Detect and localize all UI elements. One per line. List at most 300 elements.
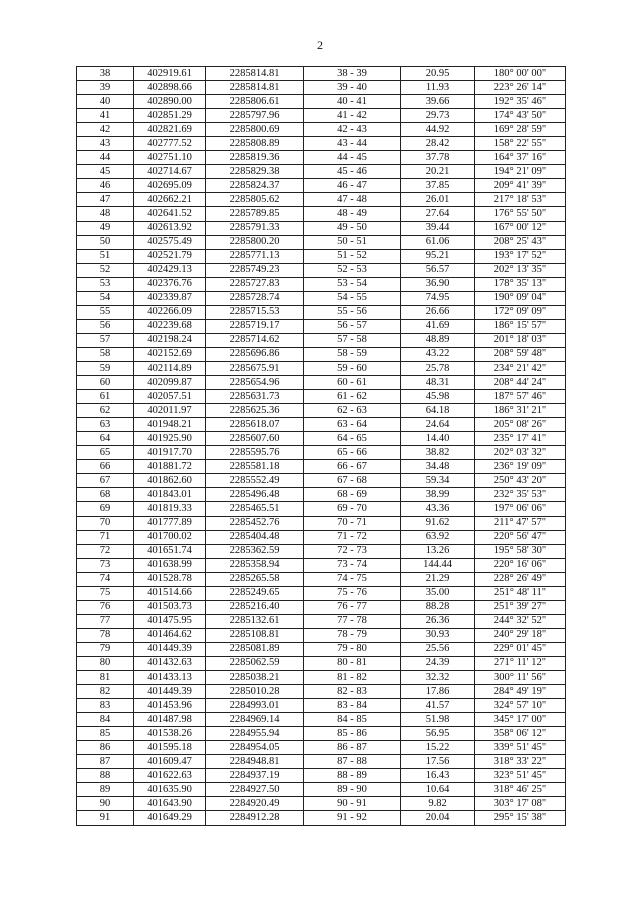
table-row [77,404,566,418]
segment-cell: 68 - 69 [304,488,401,502]
bearing-cell: 223° 26' 14" [475,81,566,95]
y-coordinate-cell: 2285581.18 [206,460,304,474]
y-coordinate-cell: 2284955.94 [206,727,304,741]
table-row [77,418,566,432]
bearing-cell: 186° 15' 57" [475,319,566,333]
bearing-cell: 271° 11' 12" [475,656,566,670]
point-number-cell: 62 [77,404,134,418]
y-coordinate-cell: 2284993.01 [206,699,304,713]
bearing-cell: 232° 35' 53" [475,488,566,502]
table-row [77,165,566,179]
point-number-cell: 63 [77,418,134,432]
table-row [77,347,566,361]
segment-cell: 69 - 70 [304,502,401,516]
x-coordinate-cell: 402821.69 [134,123,206,137]
x-coordinate-cell: 401487.98 [134,713,206,727]
y-coordinate-cell: 2285038.21 [206,671,304,685]
table-row [77,586,566,600]
table-row [77,558,566,572]
x-coordinate-cell: 401449.39 [134,642,206,656]
point-number-cell: 72 [77,544,134,558]
table-row [77,376,566,390]
bearing-cell: 176° 55' 50" [475,207,566,221]
table-row [77,671,566,685]
segment-cell: 87 - 88 [304,755,401,769]
y-coordinate-cell: 2284937.19 [206,769,304,783]
point-number-cell: 87 [77,755,134,769]
x-coordinate-cell: 402099.87 [134,376,206,390]
x-coordinate-cell: 402777.52 [134,137,206,151]
segment-cell: 76 - 77 [304,600,401,614]
segment-cell: 88 - 89 [304,769,401,783]
table-row [77,600,566,614]
y-coordinate-cell: 2285800.20 [206,235,304,249]
bearing-cell: 228° 26' 49" [475,572,566,586]
table-row [77,544,566,558]
point-number-cell: 84 [77,713,134,727]
x-coordinate-cell: 402641.52 [134,207,206,221]
bearing-cell: 202° 13' 35" [475,263,566,277]
distance-cell: 28.42 [401,137,475,151]
bearing-cell: 318° 33' 22" [475,755,566,769]
y-coordinate-cell: 2285675.91 [206,361,304,375]
distance-cell: 59.34 [401,474,475,488]
y-coordinate-cell: 2285496.48 [206,488,304,502]
bearing-cell: 324° 57' 10" [475,699,566,713]
distance-cell: 37.78 [401,151,475,165]
distance-cell: 74.95 [401,291,475,305]
point-number-cell: 44 [77,151,134,165]
table-row [77,656,566,670]
point-number-cell: 55 [77,305,134,319]
distance-cell: 38.82 [401,446,475,460]
x-coordinate-cell: 401595.18 [134,741,206,755]
bearing-cell: 339° 51' 45" [475,741,566,755]
table-row [77,530,566,544]
y-coordinate-cell: 2285654.96 [206,376,304,390]
y-coordinate-cell: 2285465.51 [206,502,304,516]
bearing-cell: 202° 03' 32" [475,446,566,460]
bearing-cell: 158° 22' 55" [475,137,566,151]
y-coordinate-cell: 2285797.96 [206,109,304,123]
bearing-cell: 295° 15' 38" [475,811,566,825]
x-coordinate-cell: 402239.68 [134,319,206,333]
table-row [77,291,566,305]
bearing-cell: 208° 59' 48" [475,347,566,361]
y-coordinate-cell: 2285607.60 [206,432,304,446]
distance-cell: 26.66 [401,305,475,319]
table-row [77,95,566,109]
x-coordinate-cell: 401635.90 [134,783,206,797]
segment-cell: 90 - 91 [304,797,401,811]
segment-cell: 74 - 75 [304,572,401,586]
table-row [77,797,566,811]
x-coordinate-cell: 401819.33 [134,502,206,516]
point-number-cell: 91 [77,811,134,825]
segment-cell: 44 - 45 [304,151,401,165]
y-coordinate-cell: 2285132.61 [206,614,304,628]
x-coordinate-cell: 402521.79 [134,249,206,263]
table-row [77,305,566,319]
y-coordinate-cell: 2285814.81 [206,67,304,81]
segment-cell: 82 - 83 [304,685,401,699]
segment-cell: 71 - 72 [304,530,401,544]
point-number-cell: 39 [77,81,134,95]
segment-cell: 75 - 76 [304,586,401,600]
point-number-cell: 89 [77,783,134,797]
point-number-cell: 54 [77,291,134,305]
table-row [77,390,566,404]
x-coordinate-cell: 402695.09 [134,179,206,193]
bearing-cell: 284° 49' 19" [475,685,566,699]
point-number-cell: 52 [77,263,134,277]
x-coordinate-cell: 402751.10 [134,151,206,165]
y-coordinate-cell: 2285714.62 [206,333,304,347]
bearing-cell: 169° 28' 59" [475,123,566,137]
distance-cell: 63.92 [401,530,475,544]
x-coordinate-cell: 402898.66 [134,81,206,95]
y-coordinate-cell: 2285108.81 [206,628,304,642]
coordinates-table [76,66,566,826]
distance-cell: 35.00 [401,586,475,600]
distance-cell: 39.66 [401,95,475,109]
point-number-cell: 83 [77,699,134,713]
segment-cell: 79 - 80 [304,642,401,656]
table-row [77,741,566,755]
point-number-cell: 61 [77,390,134,404]
y-coordinate-cell: 2285800.69 [206,123,304,137]
table-row [77,221,566,235]
bearing-cell: 208° 44' 24" [475,376,566,390]
y-coordinate-cell: 2285829.38 [206,165,304,179]
bearing-cell: 244° 32' 52" [475,614,566,628]
bearing-cell: 201° 18' 03" [475,333,566,347]
distance-cell: 20.04 [401,811,475,825]
distance-cell: 61.06 [401,235,475,249]
bearing-cell: 208° 25' 43" [475,235,566,249]
y-coordinate-cell: 2285265.58 [206,572,304,586]
point-number-cell: 50 [77,235,134,249]
y-coordinate-cell: 2285358.94 [206,558,304,572]
table-row [77,81,566,95]
segment-cell: 58 - 59 [304,347,401,361]
distance-cell: 144.44 [401,558,475,572]
segment-cell: 48 - 49 [304,207,401,221]
table-row [77,460,566,474]
bearing-cell: 235° 17' 41" [475,432,566,446]
x-coordinate-cell: 402057.51 [134,390,206,404]
table-row [77,179,566,193]
y-coordinate-cell: 2285404.48 [206,530,304,544]
point-number-cell: 59 [77,361,134,375]
point-number-cell: 53 [77,277,134,291]
segment-cell: 54 - 55 [304,291,401,305]
point-number-cell: 46 [77,179,134,193]
table-row [77,699,566,713]
table-row [77,685,566,699]
distance-cell: 91.62 [401,516,475,530]
bearing-cell: 174° 43' 50" [475,109,566,123]
y-coordinate-cell: 2285362.59 [206,544,304,558]
distance-cell: 13.26 [401,544,475,558]
y-coordinate-cell: 2285081.89 [206,642,304,656]
x-coordinate-cell: 401475.95 [134,614,206,628]
table-row [77,249,566,263]
bearing-cell: 192° 35' 46" [475,95,566,109]
x-coordinate-cell: 402890.00 [134,95,206,109]
table-row [77,67,566,81]
point-number-cell: 82 [77,685,134,699]
bearing-cell: 178° 35' 13" [475,277,566,291]
distance-cell: 56.95 [401,727,475,741]
distance-cell: 20.95 [401,67,475,81]
segment-cell: 42 - 43 [304,123,401,137]
distance-cell: 17.86 [401,685,475,699]
bearing-cell: 234° 21' 42" [475,361,566,375]
table-row [77,783,566,797]
x-coordinate-cell: 401925.90 [134,432,206,446]
segment-cell: 86 - 87 [304,741,401,755]
distance-cell: 24.39 [401,656,475,670]
y-coordinate-cell: 2284969.14 [206,713,304,727]
y-coordinate-cell: 2285631.73 [206,390,304,404]
distance-cell: 27.64 [401,207,475,221]
bearing-cell: 303° 17' 08" [475,797,566,811]
x-coordinate-cell: 401843.01 [134,488,206,502]
bearing-cell: 240° 29' 18" [475,628,566,642]
segment-cell: 85 - 86 [304,727,401,741]
segment-cell: 80 - 81 [304,656,401,670]
table-row [77,109,566,123]
x-coordinate-cell: 401514.66 [134,586,206,600]
point-number-cell: 43 [77,137,134,151]
point-number-cell: 57 [77,333,134,347]
distance-cell: 43.36 [401,502,475,516]
y-coordinate-cell: 2285595.76 [206,446,304,460]
x-coordinate-cell: 402266.09 [134,305,206,319]
point-number-cell: 88 [77,769,134,783]
point-number-cell: 69 [77,502,134,516]
y-coordinate-cell: 2285789.85 [206,207,304,221]
bearing-cell: 194° 21' 09" [475,165,566,179]
table-row [77,769,566,783]
bearing-cell: 251° 48' 11" [475,586,566,600]
y-coordinate-cell: 2285062.59 [206,656,304,670]
segment-cell: 78 - 79 [304,628,401,642]
table-row [77,572,566,586]
distance-cell: 20.21 [401,165,475,179]
bearing-cell: 209° 41' 39" [475,179,566,193]
point-number-cell: 79 [77,642,134,656]
bearing-cell: 251° 39' 27" [475,600,566,614]
table-row [77,123,566,137]
y-coordinate-cell: 2285808.89 [206,137,304,151]
distance-cell: 37.85 [401,179,475,193]
distance-cell: 10.64 [401,783,475,797]
x-coordinate-cell: 401862.60 [134,474,206,488]
point-number-cell: 60 [77,376,134,390]
point-number-cell: 42 [77,123,134,137]
table-row [77,137,566,151]
bearing-cell: 323° 51' 45" [475,769,566,783]
segment-cell: 43 - 44 [304,137,401,151]
y-coordinate-cell: 2285618.07 [206,418,304,432]
segment-cell: 50 - 51 [304,235,401,249]
point-number-cell: 58 [77,347,134,361]
table-row [77,235,566,249]
bearing-cell: 318° 46' 25" [475,783,566,797]
bearing-cell: 190° 09' 04" [475,291,566,305]
x-coordinate-cell: 401643.90 [134,797,206,811]
segment-cell: 84 - 85 [304,713,401,727]
distance-cell: 29.73 [401,109,475,123]
table-row [77,516,566,530]
x-coordinate-cell: 401948.21 [134,418,206,432]
y-coordinate-cell: 2284948.81 [206,755,304,769]
point-number-cell: 81 [77,671,134,685]
segment-cell: 55 - 56 [304,305,401,319]
bearing-cell: 167° 00' 12" [475,221,566,235]
x-coordinate-cell: 401538.26 [134,727,206,741]
point-number-cell: 67 [77,474,134,488]
x-coordinate-cell: 401432.63 [134,656,206,670]
point-number-cell: 73 [77,558,134,572]
segment-cell: 49 - 50 [304,221,401,235]
bearing-cell: 220° 56' 47" [475,530,566,544]
point-number-cell: 49 [77,221,134,235]
segment-cell: 73 - 74 [304,558,401,572]
y-coordinate-cell: 2285727.83 [206,277,304,291]
y-coordinate-cell: 2284927.50 [206,783,304,797]
x-coordinate-cell: 402198.24 [134,333,206,347]
y-coordinate-cell: 2285771.13 [206,249,304,263]
bearing-cell: 186° 31' 21" [475,404,566,418]
x-coordinate-cell: 401453.96 [134,699,206,713]
bearing-cell: 220° 16' 06" [475,558,566,572]
x-coordinate-cell: 402114.89 [134,361,206,375]
y-coordinate-cell: 2285824.37 [206,179,304,193]
y-coordinate-cell: 2285814.81 [206,81,304,95]
point-number-cell: 90 [77,797,134,811]
point-number-cell: 45 [77,165,134,179]
y-coordinate-cell: 2285249.65 [206,586,304,600]
distance-cell: 16.43 [401,769,475,783]
table-row [77,727,566,741]
segment-cell: 83 - 84 [304,699,401,713]
segment-cell: 46 - 47 [304,179,401,193]
table-row [77,614,566,628]
x-coordinate-cell: 402575.49 [134,235,206,249]
segment-cell: 53 - 54 [304,277,401,291]
distance-cell: 56.57 [401,263,475,277]
point-number-cell: 68 [77,488,134,502]
distance-cell: 43.22 [401,347,475,361]
point-number-cell: 71 [77,530,134,544]
table-row [77,193,566,207]
bearing-cell: 193° 17' 52" [475,249,566,263]
segment-cell: 57 - 58 [304,333,401,347]
segment-cell: 77 - 78 [304,614,401,628]
y-coordinate-cell: 2285791.33 [206,221,304,235]
x-coordinate-cell: 401449.39 [134,685,206,699]
segment-cell: 63 - 64 [304,418,401,432]
distance-cell: 64.18 [401,404,475,418]
table-row [77,628,566,642]
segment-cell: 65 - 66 [304,446,401,460]
distance-cell: 51.98 [401,713,475,727]
x-coordinate-cell: 402919.61 [134,67,206,81]
x-coordinate-cell: 402429.13 [134,263,206,277]
point-number-cell: 65 [77,446,134,460]
distance-cell: 48.89 [401,333,475,347]
bearing-cell: 187° 57' 46" [475,390,566,404]
table-row [77,151,566,165]
table-row [77,319,566,333]
distance-cell: 88.28 [401,600,475,614]
distance-cell: 34.48 [401,460,475,474]
distance-cell: 26.36 [401,614,475,628]
table-row [77,361,566,375]
x-coordinate-cell: 402339.87 [134,291,206,305]
point-number-cell: 51 [77,249,134,263]
distance-cell: 21.29 [401,572,475,586]
y-coordinate-cell: 2285728.74 [206,291,304,305]
point-number-cell: 48 [77,207,134,221]
bearing-cell: 195° 58' 30" [475,544,566,558]
distance-cell: 39.44 [401,221,475,235]
y-coordinate-cell: 2285010.28 [206,685,304,699]
y-coordinate-cell: 2285552.49 [206,474,304,488]
distance-cell: 17.56 [401,755,475,769]
segment-cell: 62 - 63 [304,404,401,418]
y-coordinate-cell: 2284920.49 [206,797,304,811]
distance-cell: 25.78 [401,361,475,375]
bearing-cell: 211° 47' 57" [475,516,566,530]
x-coordinate-cell: 401881.72 [134,460,206,474]
y-coordinate-cell: 2285819.36 [206,151,304,165]
point-number-cell: 78 [77,628,134,642]
distance-cell: 41.69 [401,319,475,333]
distance-cell: 30.93 [401,628,475,642]
distance-cell: 9.82 [401,797,475,811]
point-number-cell: 74 [77,572,134,586]
x-coordinate-cell: 401464.62 [134,628,206,642]
segment-cell: 66 - 67 [304,460,401,474]
bearing-cell: 197° 06' 06" [475,502,566,516]
segment-cell: 81 - 82 [304,671,401,685]
y-coordinate-cell: 2285749.23 [206,263,304,277]
segment-cell: 72 - 73 [304,544,401,558]
bearing-cell: 164° 37' 16" [475,151,566,165]
distance-cell: 26.01 [401,193,475,207]
table-row [77,502,566,516]
coordinates-table-body [77,67,566,826]
segment-cell: 67 - 68 [304,474,401,488]
point-number-cell: 76 [77,600,134,614]
bearing-cell: 345° 17' 00" [475,713,566,727]
x-coordinate-cell: 401622.63 [134,769,206,783]
x-coordinate-cell: 401609.47 [134,755,206,769]
x-coordinate-cell: 401638.99 [134,558,206,572]
distance-cell: 41.57 [401,699,475,713]
page-number: 2 [317,38,323,52]
point-number-cell: 70 [77,516,134,530]
x-coordinate-cell: 401433.13 [134,671,206,685]
point-number-cell: 38 [77,67,134,81]
point-number-cell: 47 [77,193,134,207]
point-number-cell: 77 [77,614,134,628]
distance-cell: 15.22 [401,741,475,755]
